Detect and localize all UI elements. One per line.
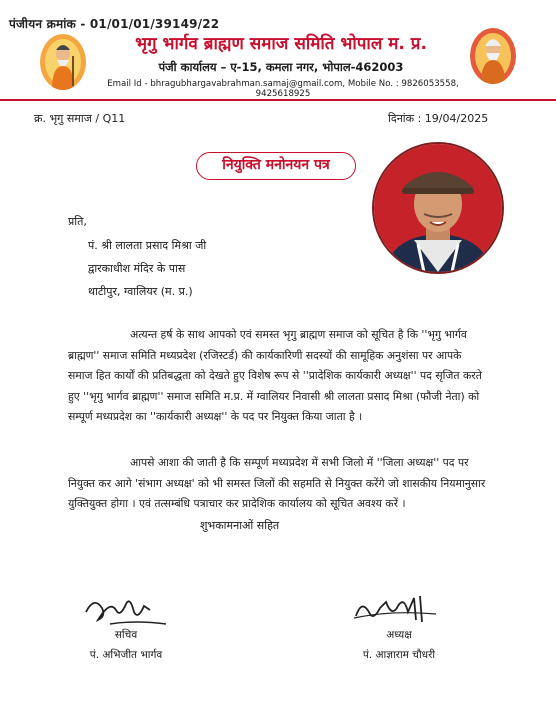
paragraph-2-line: नियुक्त कर आगे 'संभाग अध्यक्ष' को भी समस्त जिलों की सहमति से नियुक्त करेंगे जो शासकीय नियमानुसार — [68, 476, 486, 490]
date-line — [388, 111, 488, 126]
paragraph-2 — [68, 453, 508, 515]
secretary-title: सचिव — [114, 629, 138, 641]
president-title: अध्यक्ष — [386, 629, 412, 641]
contact-line: Email Id - bhragubhargavabrahman.samaj@gmail.com, Mobile No. : 9826053558, 9425618925 — [107, 79, 459, 99]
president-signature — [352, 588, 442, 628]
paragraph-2-line: युक्तियुक्त होगा । एवं तत्सम्बंधि पत्राचार कर प्रादेशिक कार्यालय को सूचित अवश्य करें । — [68, 497, 406, 510]
paragraph-1-line: हुए ''भृगु भार्गव ब्राह्मण'' समाज समिति म.प्र. में ग्वालियर निवासी श्री लालता प्रसाद मिश्रा (फौजी नेता) को — [68, 389, 480, 403]
recipient-address-line1: द्वारकाधीश मंदिर के पास — [88, 262, 186, 275]
organization-name: भृगु भार्गव ब्राह्मण समाज समिति भोपाल म. प्र. — [135, 34, 427, 54]
closing-text: शुभकामनाओं सहित — [200, 519, 280, 532]
recipient-name: पं. श्री लालता प्रसाद मिश्रा जी — [88, 239, 207, 252]
date-label: दिनांक : — [388, 112, 422, 125]
date-value: 19/04/2025 — [424, 112, 489, 125]
recipient-photo — [372, 142, 504, 274]
to-label: प्रति, — [68, 215, 87, 228]
letter-title: नियुक्ति मनोनयन पत्र — [196, 152, 356, 180]
office-address: पंजी कार्यालय – ए-15, कमला नगर, भोपाल-462003 — [158, 60, 404, 74]
reference-line — [34, 111, 125, 126]
president-name: पं. आज्ञाराम चौधरी — [362, 649, 436, 661]
registration-number: पंजीयन क्रमांक - 01/01/01/39149/22 — [9, 17, 220, 31]
reference-label: क्र. — [34, 112, 46, 125]
reference-value: भृगु समाज / Q11 — [49, 112, 126, 125]
paragraph-1-line: अत्यन्त हर्ष के साथ आपको एवं समस्त भृगु ब्राह्मण समाज को सूचित है कि ''भृगु भार्गव — [130, 328, 467, 341]
secretary-name: पं. अभिजीत भार्गव — [89, 649, 163, 661]
paragraph-2-line: आपसे आशा की जाती है कि सम्पूर्ण मध्यप्रदेश में सभी जिलो में ''जिला अध्यक्ष'' पद पर — [130, 456, 469, 469]
paragraph-1 — [68, 325, 508, 428]
recipient-address-line2: थाटीपुर, ग्वालियर (म. प्र.) — [88, 285, 193, 298]
secretary-signature — [80, 590, 170, 630]
paragraph-1-line: ब्राह्मण'' समाज समिति मध्यप्रदेश (रजिस्टर्ड) की कार्यकारिणी सदस्यों की सामूहिक अनुशंसा पर आपके — [68, 348, 462, 362]
sage-emblem-left — [40, 34, 86, 90]
paragraph-1-line: समाज हित कार्यों की प्रतिबद्धता को देखते हुए विशेष रूप से ''प्रादेशिक कार्यकारी अध्यक्ष'' पद सृजित करते — [68, 369, 482, 382]
paragraph-1-line: सम्पूर्ण मध्यप्रदेश का ''कार्यकारी अध्यक्ष'' के पद पर नियुक्त किया जाता है । — [68, 410, 363, 423]
sage-emblem-right — [470, 28, 516, 84]
header-divider — [0, 99, 556, 101]
